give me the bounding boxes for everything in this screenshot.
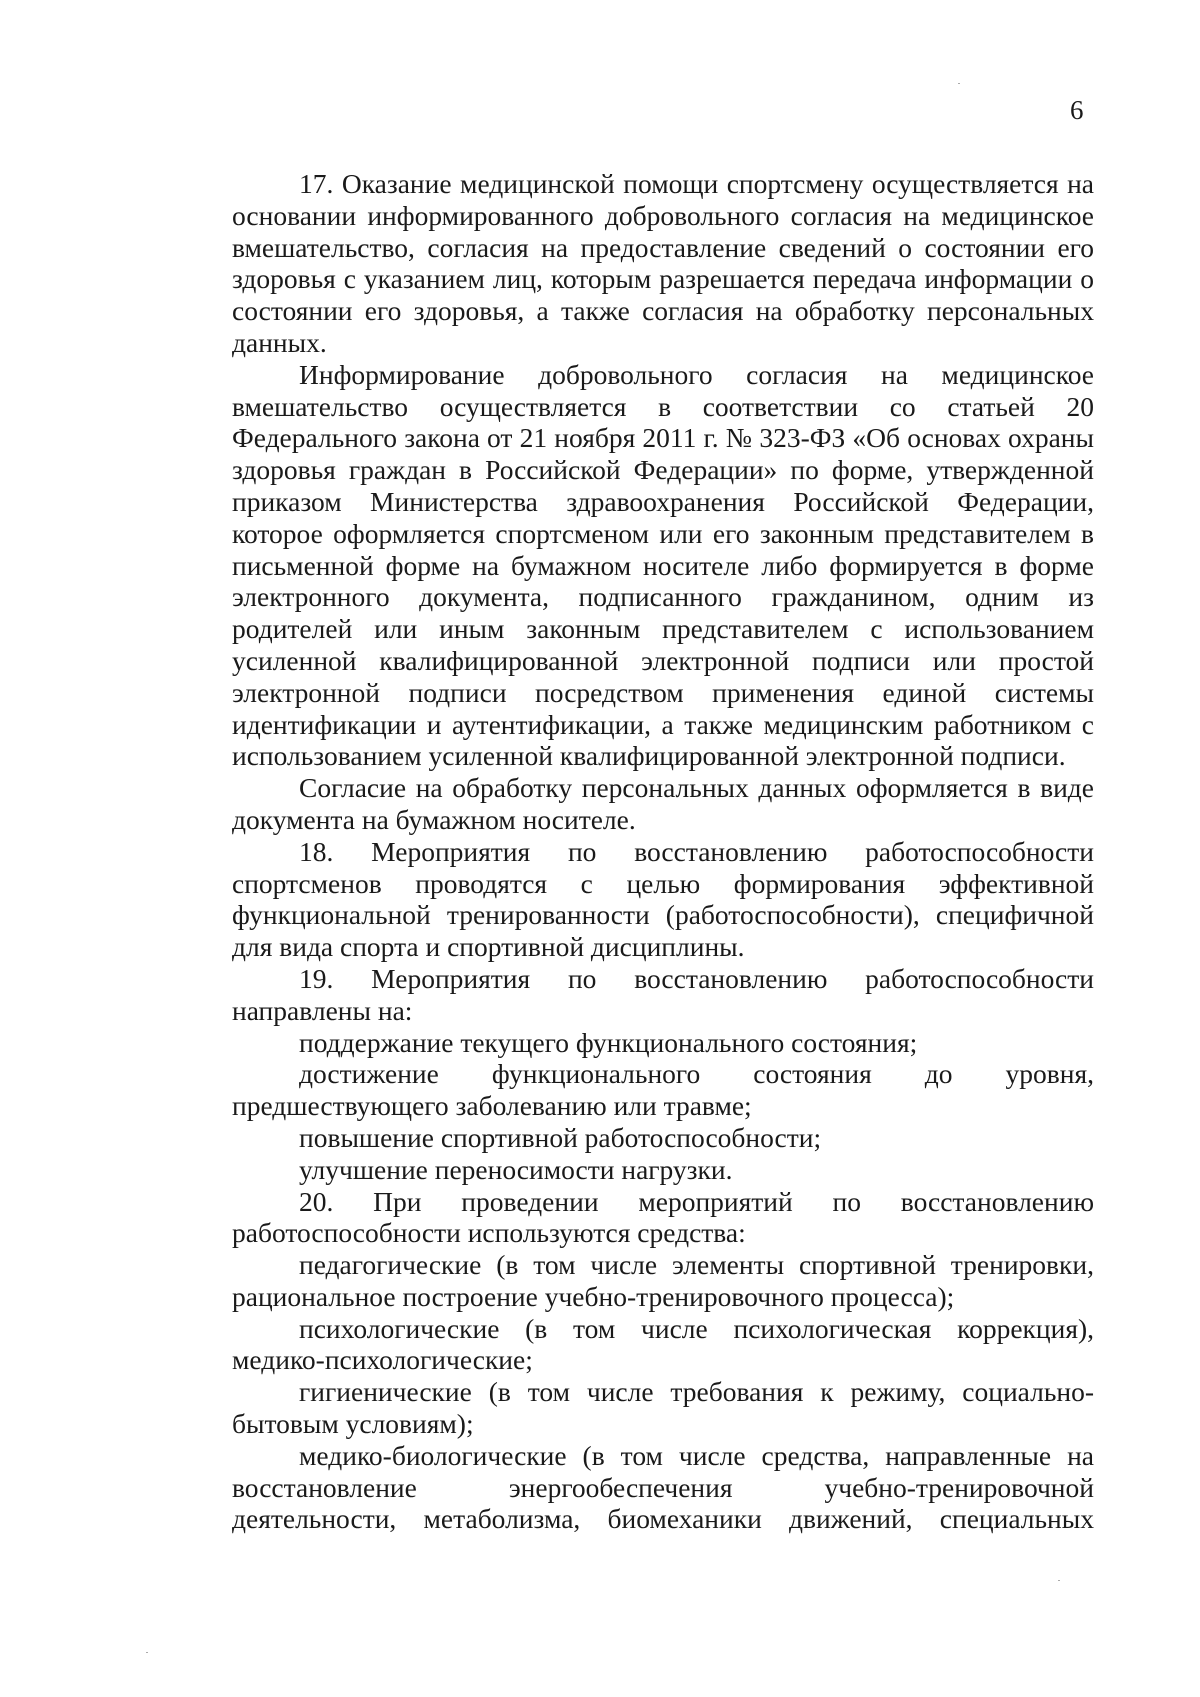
paragraph-20: 20. При проведении мероприятий по восстановлению работоспособности используются средства:	[232, 1185, 1094, 1249]
paragraph-19: 19. Мероприятия по восстановлению работоспособности направлены на:	[232, 962, 1094, 1026]
list-item-maintain-state: поддержание текущего функционального состояния;	[299, 1026, 918, 1058]
scan-speck	[958, 83, 960, 84]
paragraph-17: 17. Оказание медицинской помощи спортсмену осуществляется на основании информированного добровольного согласия на медицинское вмешательство, согласия на предоставление сведений о состоянии его здоровья с указанием лиц, которым разрешается передача информации о состоянии его здоровья, а также согласия на обработку персональных данных.	[232, 168, 1094, 358]
paragraph-personal-data-consent: Согласие на обработку персональных данных оформляется в виде документа на бумажном носителе.	[232, 772, 1094, 835]
scan-speck	[146, 1652, 148, 1653]
paragraph-informing-consent: Информирование добровольного согласия на медицинское вмешательство осуществляется в соответствии со статьей 20 Федерального закона от 21 ноября 2011 г. № 323-ФЗ «Об основах охраны здоровья граждан в Российской Федерации» по форме, утвержденной приказом Министерства здравоохранения Российской Федерации, которое оформляется спортсменом или его законным представителем в письменной форме на бумажном носителе либо формируется в форме электронного документа, подписанного гражданином, одним из родителей или иным законным представителем с использованием усиленной квалифицированной электронной подписи или простой электронной подписи посредством применения единой системы идентификации и аутентификации, а также медицинским работником с использованием усиленной квалифицированной электронной подписи.	[232, 358, 1094, 772]
page-number: 6	[1070, 95, 1084, 125]
list-item-achieve-state: достижение функционального состояния до уровня, предшествующего заболеванию или травме;	[232, 1058, 1094, 1122]
paragraph-18: 18. Мероприятия по восстановлению работоспособности спортсменов проводятся с целью формирования эффективной функциональной тренированности (работоспособности), специфичной для вида спорта и спортивной дисциплины.	[232, 835, 1094, 963]
list-item-improve-tolerance: улучшение переносимости нагрузки.	[299, 1153, 733, 1185]
document-body	[232, 168, 1094, 1535]
list-item-increase-performance: повышение спортивной работоспособности;	[299, 1121, 822, 1153]
scan-speck	[1058, 1580, 1060, 1581]
list-item-pedagogical: педагогические (в том числе элементы спортивной тренировки, рациональное построение учебно-тренировочного процесса);	[232, 1249, 1094, 1312]
list-item-psychological: психологические (в том числе психологическая коррекция), медико-психологические;	[232, 1312, 1094, 1376]
list-item-hygienic: гигиенические (в том числе требования к режиму, социально-бытовым условиям);	[232, 1376, 1094, 1440]
list-item-medical-biological: медико-биологические (в том числе средства, направленные на восстановление энергообеспечения учебно-тренировочной деятельности, метаболизма, биомеханики движений, специальных	[232, 1439, 1094, 1535]
